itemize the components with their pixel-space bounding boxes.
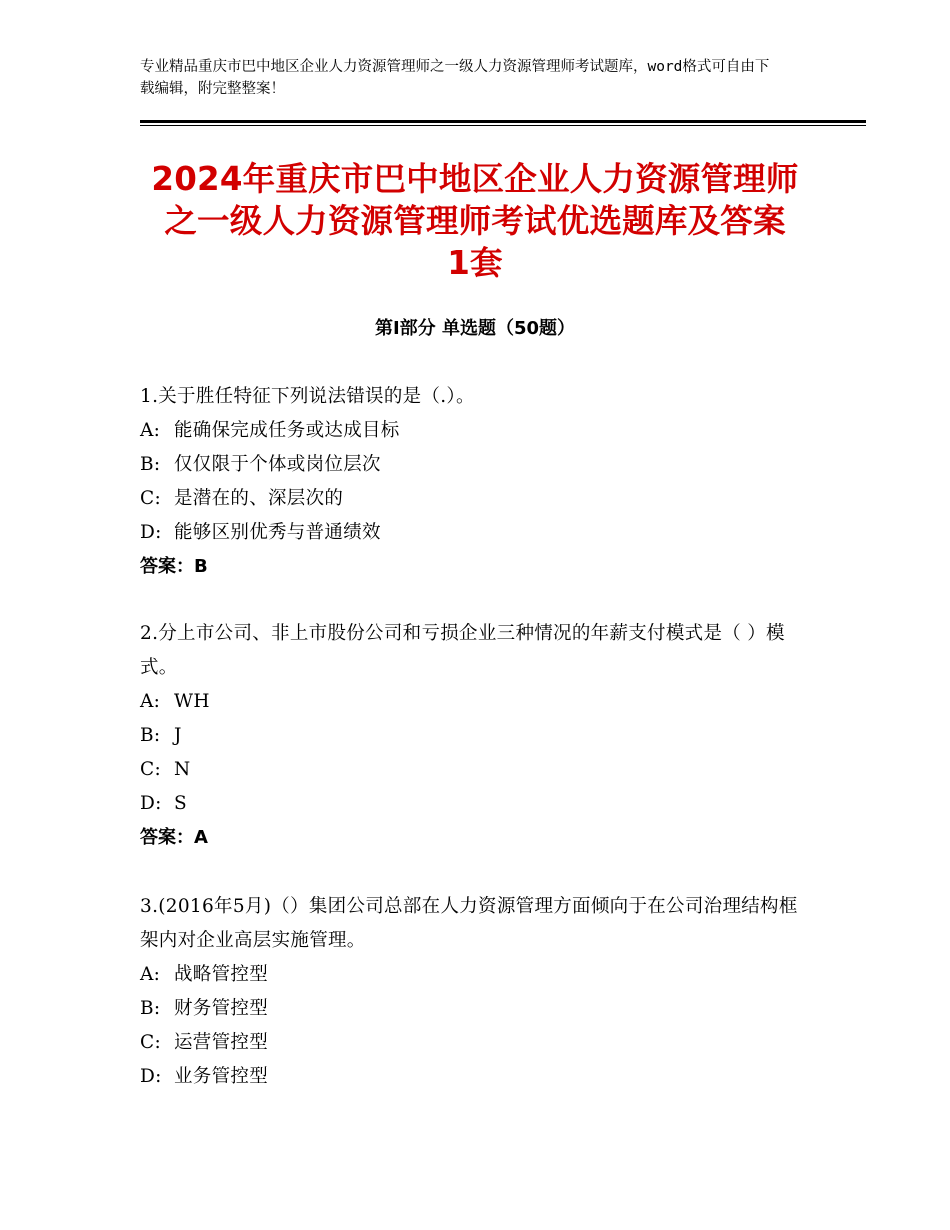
option-letter: B: (140, 454, 161, 475)
option-text: 能确保完成任务或达成目标 (174, 420, 400, 441)
option-letter: C: (140, 759, 161, 780)
option-c (140, 482, 810, 516)
option-letter: D: (140, 1066, 162, 1087)
option-text: 是潜在的、深层次的 (174, 488, 344, 509)
option-text: S (174, 793, 187, 814)
option-b (140, 992, 810, 1026)
option-b (140, 448, 810, 482)
question-2 (140, 617, 810, 855)
title-line: 1套 (447, 244, 503, 282)
option-d (140, 1060, 810, 1094)
option-letter: A: (140, 420, 161, 441)
option-letter: A: (140, 964, 161, 985)
option-letter: B: (140, 998, 161, 1019)
option-text: 能够区别优秀与普通绩效 (174, 522, 381, 543)
question-stem: 2.分上市公司、非上市股份公司和亏损企业三种情况的年薪支付模式是（ ）模式。 (140, 623, 785, 678)
option-letter: C: (140, 488, 161, 509)
option-letter: D: (140, 793, 162, 814)
option-text: 业务管控型 (174, 1066, 269, 1087)
question-stem: 1.关于胜任特征下列说法错误的是（.）。 (140, 386, 475, 407)
option-b (140, 719, 810, 753)
header-divider-thin (140, 125, 866, 126)
option-c (140, 753, 810, 787)
option-d (140, 516, 810, 550)
option-text: 战略管控型 (174, 964, 269, 985)
option-a (140, 685, 810, 719)
option-a (140, 958, 810, 992)
title-line: 2024年重庆市巴中地区企业人力资源管理师 (151, 160, 799, 198)
option-text: 运营管控型 (174, 1032, 269, 1053)
answer: 答案：B (140, 556, 208, 577)
option-c (140, 1026, 810, 1060)
title-line: 之一级人力资源管理师考试优选题库及答案 (164, 202, 786, 240)
header-divider-thick (140, 120, 866, 123)
question-stem: 3.(2016年5月)（）集团公司总部在人力资源管理方面倾向于在公司治理结构框架内对企业高层实施管理。 (140, 896, 798, 951)
option-text: 仅仅限于个体或岗位层次 (174, 454, 381, 475)
option-letter: C: (140, 1032, 161, 1053)
header-note: 专业精品重庆市巴中地区企业人力资源管理师之一级人力资源管理师考试题库，word格式可自由下载编辑，附完整整案！ (140, 59, 770, 97)
option-letter: A: (140, 691, 161, 712)
option-d (140, 787, 810, 821)
answer: 答案：A (140, 827, 208, 848)
option-letter: D: (140, 522, 162, 543)
section-heading: 第Ⅰ部分 单选题（50题） (374, 318, 575, 339)
document-title (100, 158, 850, 284)
option-text: J (174, 725, 182, 746)
option-letter: B: (140, 725, 161, 746)
question-3 (140, 890, 810, 1094)
option-text: N (174, 759, 191, 780)
question-1 (140, 380, 810, 584)
option-a (140, 414, 810, 448)
option-text: WH (174, 691, 210, 712)
option-text: 财务管控型 (174, 998, 269, 1019)
